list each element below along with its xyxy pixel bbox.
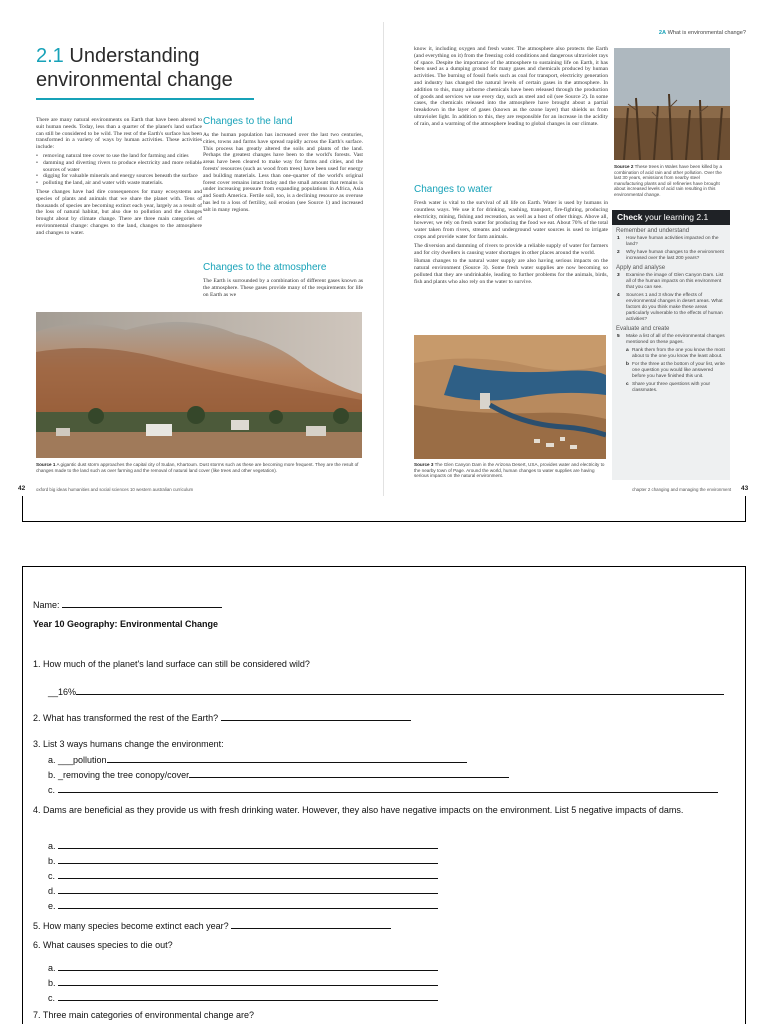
answer-line[interactable]	[58, 962, 438, 971]
intro-bullet: • digging for valuable minerals and energy sources beneath the surface	[36, 173, 202, 180]
answer-line[interactable]	[58, 900, 438, 909]
question-2: 2. What has transformed the rest of the Earth?	[33, 713, 219, 723]
intro-paragraph-1: There are many natural environments on Earth that have been altered to suit human needs. Today, less than a quarter of the planet's land surface can still be considered to be wild. The rest of the Earth's surface has been transformed in a variety of ways by human activities. These activities include:	[36, 117, 202, 151]
land-column	[203, 132, 363, 216]
chapter-header	[659, 30, 746, 36]
question-4: 4. Dams are beneficial as they provide us with fresh drinking water. However, they also have negative impacts on the environment. List 5 negative impacts of dams.	[33, 805, 684, 815]
question-text: Make a list of all of the environmental changes mentioned on these pages.	[626, 334, 725, 345]
option-letter: c.	[48, 871, 56, 881]
frame-border-bottom	[22, 521, 746, 522]
answer-line[interactable]	[231, 920, 391, 929]
frame-border-right	[745, 496, 746, 522]
page-number-right: 43	[741, 485, 749, 492]
answer-line[interactable]	[58, 870, 438, 879]
question-6a-row	[48, 962, 438, 974]
option-letter: b.	[48, 978, 56, 988]
answer-line[interactable]	[58, 885, 438, 894]
question-number: 2	[617, 250, 620, 255]
intro-bullet: • damming and diverting rivers to produce electricity and more reliable sources of water	[36, 160, 202, 174]
page-number-left: 42	[18, 485, 26, 492]
question-5: 5. How many species become extinct each year?	[33, 921, 229, 931]
question-3: 3. List 3 ways humans change the environment:	[33, 739, 224, 749]
name-row	[33, 599, 222, 611]
footer-left: oxford big ideas humanities and social sciences 10 western australian curriculum	[36, 487, 194, 492]
intro-bullet-list	[36, 153, 202, 187]
question-3a-row	[48, 754, 467, 766]
dust-storm-illustration	[36, 312, 362, 458]
subquestion-text: Rank them from the one you know the most about to the one you know the least about.	[632, 348, 725, 359]
question-4e-row	[48, 900, 438, 912]
source-3-caption-text: The Glen Canyon Dam in the Arizona Desert, USA, provides water and electricity to the nearby town of Page. Around the world, human changes to water supplies are having serious impacts on the natural environment.	[414, 462, 605, 479]
evaluate-heading: Evaluate and create	[616, 326, 670, 332]
answer-line[interactable]	[189, 769, 509, 778]
source-3-label: Source 3	[414, 462, 434, 467]
question-3b-answer[interactable]: _removing the tree conopy/cover	[58, 770, 190, 780]
source-3-caption	[414, 462, 608, 479]
option-letter: c.	[48, 993, 56, 1003]
remember-heading: Remember and understand	[616, 228, 690, 234]
question-6c-row	[48, 992, 438, 1004]
question-3a-answer[interactable]: ___pollution	[58, 755, 107, 765]
question-text: Sources 1 and 3 show the effects of environmental changes in desert areas. What factors do you think make these areas particularly vulnerable to the effects of human activities?	[626, 293, 723, 322]
subquestion-text: For the three at the bottom of your list, write one question you would like answered before you have finished this unit.	[632, 362, 725, 379]
textbook-page-left	[10, 22, 384, 496]
check-question	[612, 273, 730, 291]
source-2-label: Source 2	[614, 164, 634, 169]
glen-canyon-dam-photo	[414, 335, 606, 459]
question-text: Examine the image of Glen Canyon Dam. List all of the human impacts on this environment that you can see.	[626, 273, 724, 290]
source-1-label: Source 1	[36, 462, 56, 467]
check-your-learning-panel	[612, 210, 730, 480]
answer-line[interactable]	[76, 686, 724, 695]
atmosphere-column	[203, 278, 363, 300]
answer-line[interactable]	[58, 855, 438, 864]
check-your-learning-title	[612, 210, 730, 225]
footer-right: chapter 2 changing and managing the environment	[632, 487, 732, 492]
chapter-question: What is environmental change?	[667, 30, 746, 36]
source-2-caption	[614, 164, 730, 198]
question-text: How have human activities impacted on the land?	[626, 236, 719, 247]
option-letter: b.	[48, 770, 59, 780]
answer-line[interactable]	[58, 977, 438, 986]
question-4a-row	[48, 840, 438, 852]
water-paragraph-3: Human changes to the natural water supply are also having serious impacts on the natural environment (Source 3). Some fresh water supplies are now becoming so polluted that they are undrinkable, leading to further problems for the animals, birds, fish and plants who also rely on the water to survive.	[414, 258, 608, 285]
check-question	[612, 334, 730, 346]
dead-trees-photo	[614, 48, 730, 160]
check-question	[612, 236, 730, 248]
subquestion-letter: b	[626, 362, 629, 367]
answer-line[interactable]	[58, 784, 718, 793]
land-paragraph: As the human population has increased over the last two centuries, cities, towns and farms have spread rapidly across the Earth's surface. This process has greatly altered the soils and plants of the land. Perhaps the greatest changes have been to the world's forests. Vast areas have been cleared to make way for farms and cities, and the forests' resources (such as wood from trees) have been used for energy and building materials. Less than one-quarter of the world's original forest cover remains intact today and the small amount that remains is under increasing pressure from expanding populations in Africa, Asia and South America. Fertile soil, too, is a declining resource as overuse has led to a loss of fertility, soil erosion (see Source 1) and increased salt in many regions.	[203, 132, 363, 213]
question-3c-row	[48, 784, 718, 796]
atmosphere-paragraph: The Earth is surrounded by a combination of different gases known as the atmosphere. These gases provide many of the requirements for life on Earth as we	[203, 278, 363, 298]
question-2-row	[33, 712, 411, 724]
atmosphere-continued-paragraph: know it, including oxygen and fresh water. The atmosphere also protects the Earth (and everything on it) from the freezing cold conditions and dangerous ultraviolet rays of space. Despite the importance of the atmosphere to sustaining life on Earth, it has been used as a dumping ground for many gases and chemicals produced by human activities. The burning of fossil fuels such as coal for transport, electricity generation and industry has changed the natural levels of certain gases in the atmosphere. In addition to this, many airborne chemicals have been released through the production of goods and services we use every day, such as steel and oil (see Source 2). In some cases, the chemicals released into the atmosphere have brought about a partial breakdown in the layer of gases (known as the ozone layer) that shields us from ultraviolet light. In addition to this, they are responsible for an increase in the acidity of rain, and a warming of the atmosphere leading to global changes in our climate.	[414, 46, 608, 127]
answer-line[interactable]	[221, 712, 411, 721]
question-4b-row	[48, 855, 438, 867]
textbook-page-right	[384, 22, 758, 496]
question-number: 3	[617, 273, 620, 278]
question-1-answer[interactable]: __16%	[48, 687, 77, 697]
check-question	[612, 293, 730, 323]
question-1-answer-row	[48, 686, 724, 698]
subquestion-letter: a	[626, 348, 629, 353]
chapter-label: 2A	[658, 30, 667, 36]
name-label: Name:	[33, 600, 63, 610]
check-title-bold: Check	[617, 212, 643, 222]
water-paragraph-2: The diversion and damming of rivers to provide a reliable supply of water for farmers and for city dwellers is causing water shortages in other places around the world.	[414, 242, 608, 256]
section-title	[36, 44, 276, 92]
source-2-caption-text: These trees in Wales have been killed by a combination of acid rain and other pollution. Over the last 30 years, emissions from nearby steel manufacturing plants and oil refineries have brought about increased levels of acid rain resulting in this environmental change.	[614, 164, 723, 197]
subquestion-text: Share your three questions with your classmates.	[632, 382, 711, 393]
check-title-rest: your learning 2.1	[642, 212, 709, 222]
option-letter: a.	[48, 841, 56, 851]
intro-column	[36, 117, 202, 239]
apply-heading: Apply and analyse	[616, 265, 666, 271]
intro-bullet: • polluting the land, air and water with waste materials.	[36, 180, 202, 187]
intro-paragraph-2: These changes have had dire consequences for many ecosystems and species of plants and animals that we share the planet with. Tens of thousands of species are becoming extinct each year, largely as a result of the loss of natural habitat, but also due to pollution and the changes brought about by climate change. There are three main categories of environmental change: changes to the land, changes to the atmosphere and changes to water.	[36, 188, 202, 236]
intro-bullet: • removing natural tree cover to use the land for farming and cities	[36, 153, 202, 160]
section-number: 2.1	[36, 45, 64, 67]
water-paragraph-1: Fresh water is vital to the survival of all life on Earth. Water is used by humans in countless ways. We use it for drinking, washing, transport, fire-fighting, producing electricity, mining, fishing and recreation, as well as a host of other things. Above all, however, we rely on fresh water for producing the food we eat. About 70% of the total water taken from rivers, streams and underground water sources is used to irrigate crops and provide water for farm animals.	[414, 200, 608, 240]
worksheet-title: Year 10 Geography: Environmental Change	[33, 619, 219, 629]
title-underline	[36, 98, 254, 100]
option-letter: a.	[48, 755, 59, 765]
name-input-line[interactable]	[62, 599, 222, 608]
question-number: 5	[617, 334, 620, 339]
question-4d-row	[48, 885, 438, 897]
source-1-caption	[36, 462, 362, 473]
answer-line[interactable]	[58, 992, 438, 1001]
question-number: 4	[617, 293, 620, 298]
question-7: 7. Three main categories of environmental change are?	[33, 1010, 254, 1020]
glen-canyon-dam-illustration	[414, 335, 606, 459]
check-question	[612, 250, 730, 262]
check-subquestion	[612, 348, 730, 360]
question-4c-row	[48, 870, 438, 882]
question-6b-row	[48, 977, 438, 989]
check-subquestion	[612, 382, 730, 394]
textbook-spread	[10, 22, 758, 496]
frame-border-left	[22, 496, 23, 522]
option-letter: d.	[48, 886, 56, 896]
water-column	[414, 200, 608, 288]
section-title-text: Understanding environmental change	[36, 45, 233, 91]
option-letter: c.	[48, 785, 58, 795]
dead-trees-illustration	[614, 48, 730, 160]
option-letter: a.	[48, 963, 56, 973]
question-3b-row	[48, 769, 509, 781]
question-text: Why have human changes to the environment increased over the last 200 years?	[626, 250, 724, 261]
dust-storm-photo	[36, 312, 362, 458]
answer-line[interactable]	[58, 840, 438, 849]
question-number: 1	[617, 236, 620, 241]
subquestion-letter: c	[626, 382, 629, 387]
question-5-row	[33, 920, 391, 932]
worksheet	[22, 566, 746, 1024]
option-letter: e.	[48, 901, 56, 911]
answer-line[interactable]	[107, 754, 467, 763]
atmosphere-continued-column	[414, 46, 608, 130]
heading-changes-to-atmosphere: Changes to the atmosphere	[203, 262, 327, 273]
heading-changes-to-water: Changes to water	[414, 184, 493, 195]
check-subquestion	[612, 362, 730, 380]
question-6: 6. What causes species to die out?	[33, 940, 173, 950]
source-1-caption-text: A gigantic dust storm approaches the capital city of Sudan, Khartoum. Dust storms such as these are becoming more frequent. They are the result of changes made to the land such as over farming and the removal of natural land cover (like trees and other vegetation).	[36, 462, 359, 473]
option-letter: b.	[48, 856, 56, 866]
question-1: 1. How much of the planet's land surface can still be considered wild?	[33, 659, 310, 669]
heading-changes-to-land: Changes to the land	[203, 116, 293, 127]
